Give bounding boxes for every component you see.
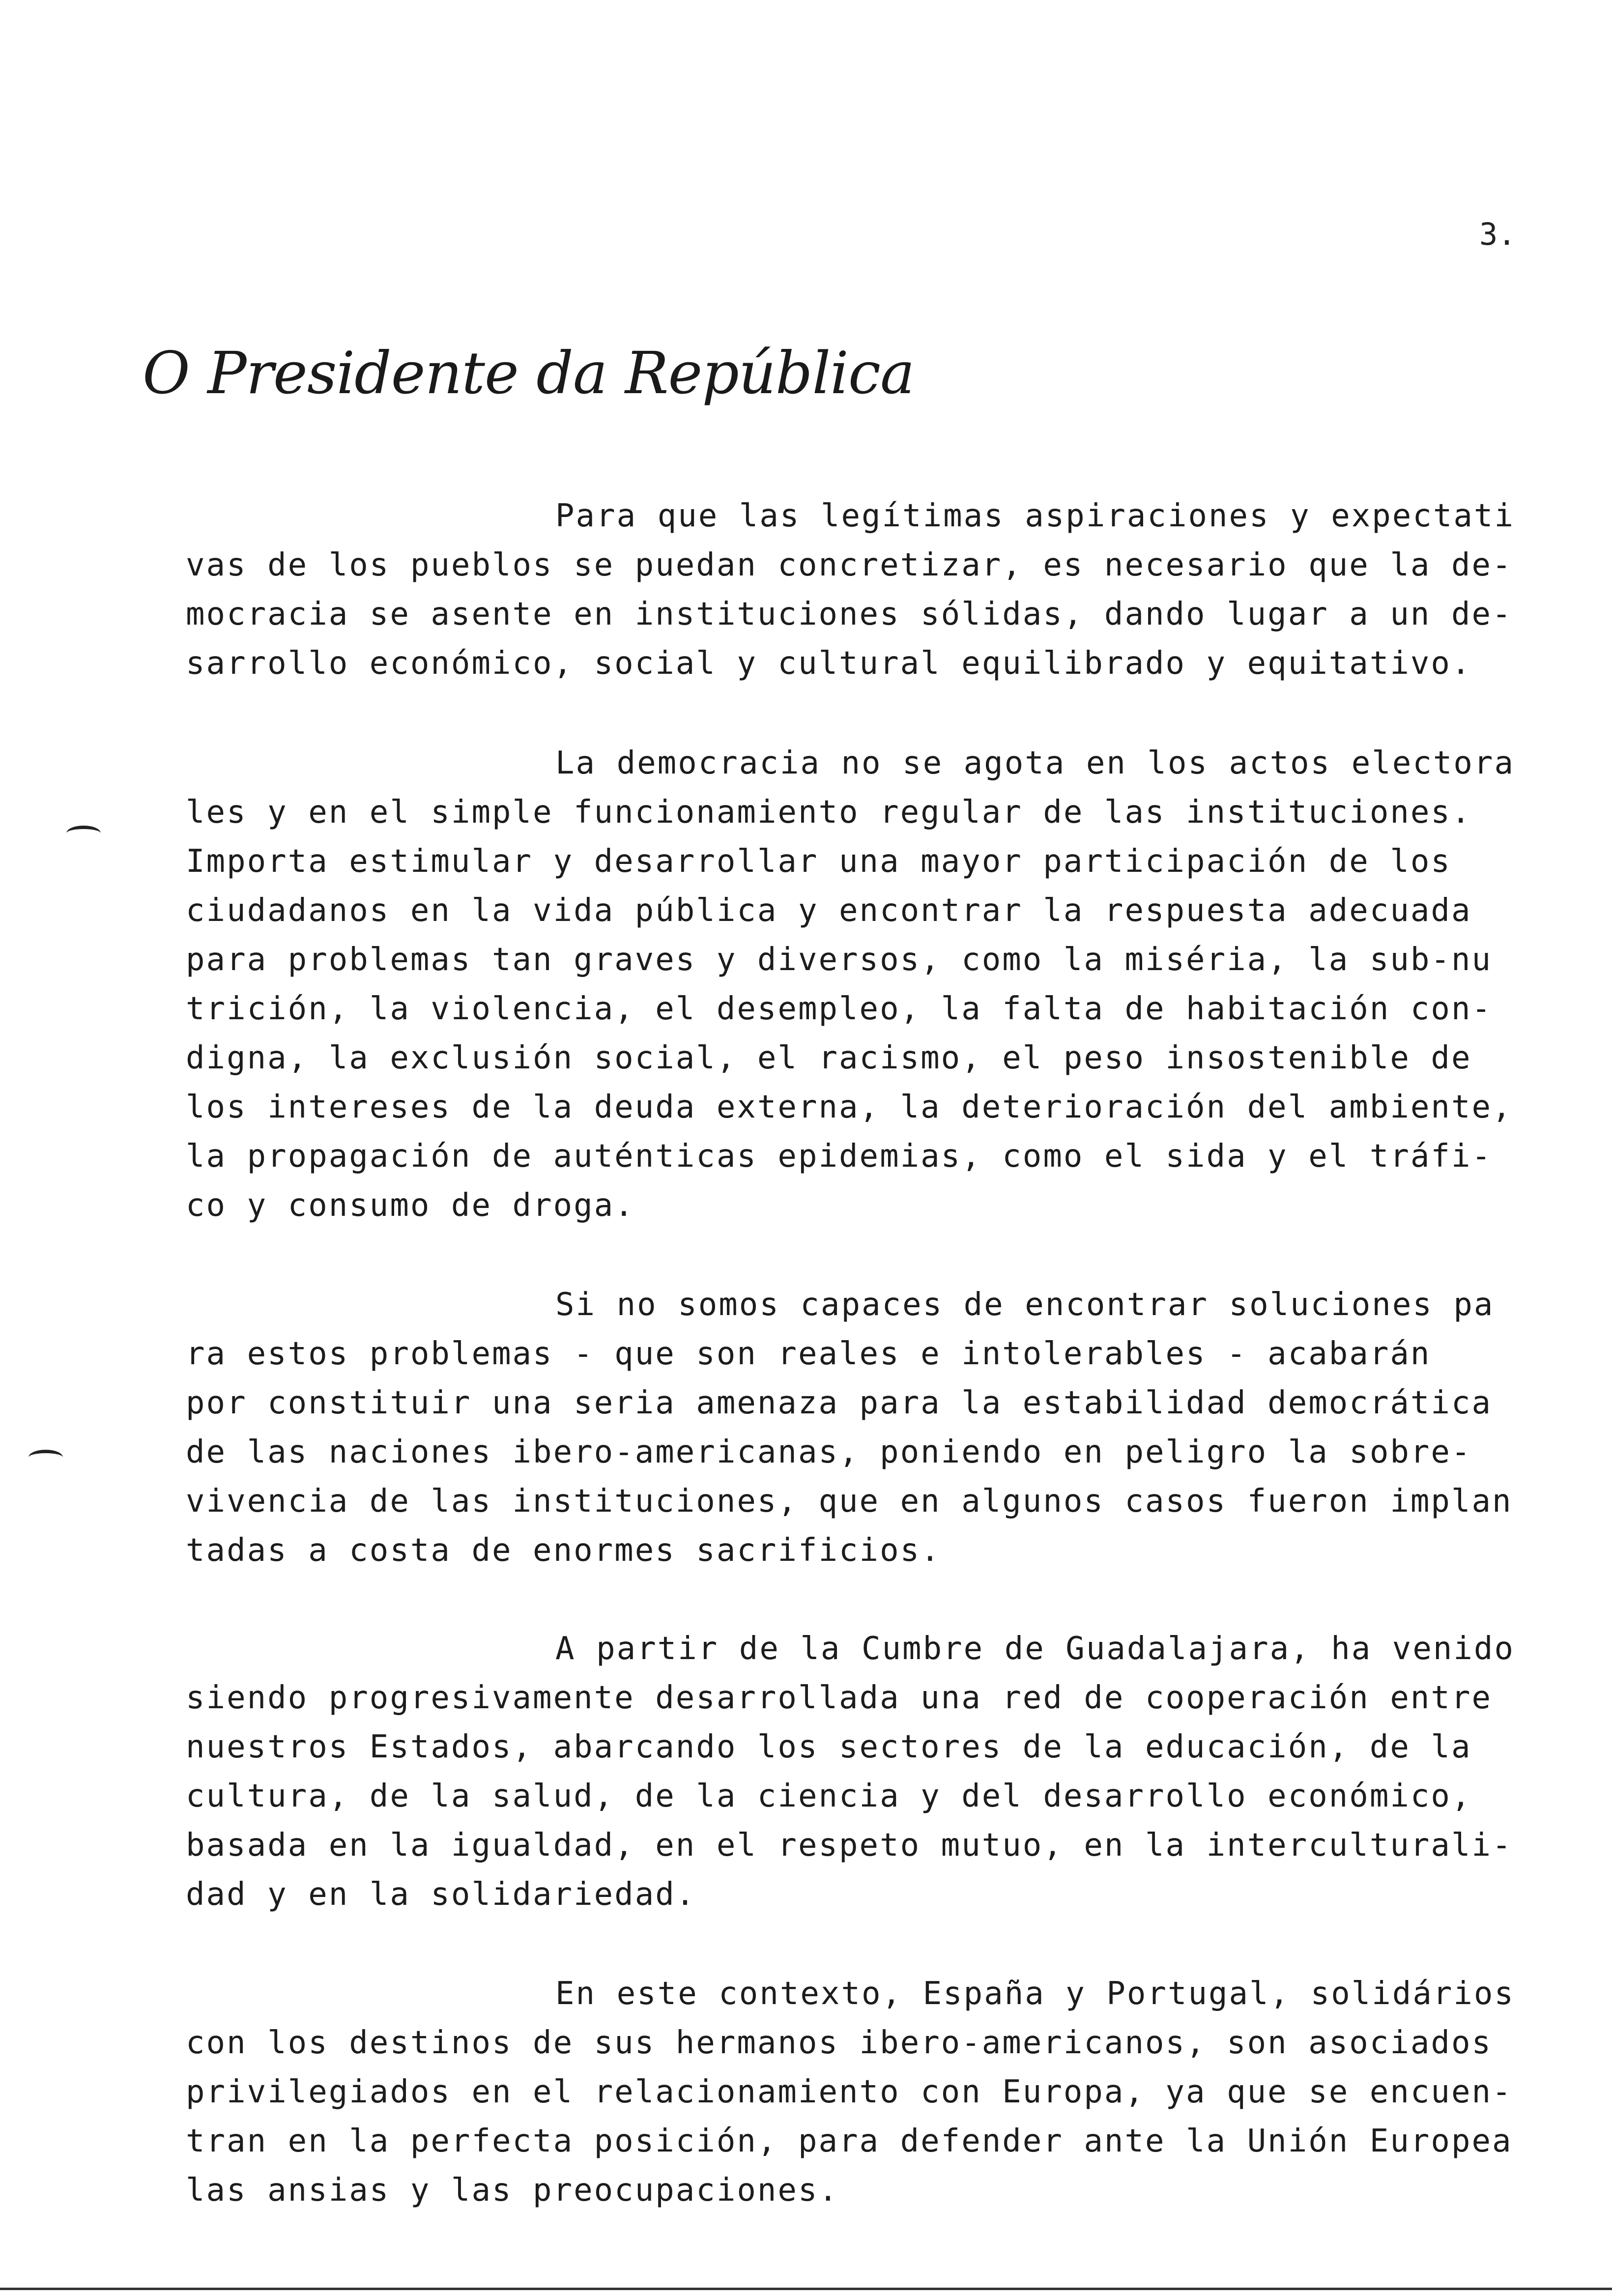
text-line: A partir de la Cumbre de Guadalajara, ha venido (555, 1631, 1515, 1667)
text-line: vivencia de las instituciones, que en algunos casos fueron implan (186, 1483, 1513, 1520)
text-line: mocracia se asente en instituciones sólidas, dando lugar a un de- (186, 596, 1513, 632)
text-line: los intereses de la deuda externa, la deterioración del ambiente, (186, 1089, 1513, 1125)
text-line: nuestros Estados, abarcando los sectores de la educación, de la (186, 1729, 1472, 1765)
paragraph (186, 739, 1513, 1230)
text-line: ra estos problemas - que son reales e intolerables - acabarán (186, 1336, 1431, 1372)
text-line: por constituir una seria amenaza para la estabilidad democrática (186, 1385, 1492, 1421)
text-line: En este contexto, España y Portugal, solidários (555, 1976, 1515, 2012)
letterhead: O Presidente da República (143, 339, 915, 407)
text-line: siendo progresivamente desarrollada una red de cooperación entre (186, 1680, 1492, 1716)
bottom-rule (0, 2288, 1612, 2290)
text-line: con los destinos de sus hermanos ibero-americanos, son asociados (186, 2025, 1492, 2061)
text-line: para problemas tan graves y diversos, como la miséria, la sub-nu (186, 942, 1492, 978)
text-line: vas de los pueblos se puedan concretizar, es necesario que la de- (186, 547, 1513, 583)
text-line: cultura, de la salud, de la ciencia y del desarrollo económico, (186, 1778, 1472, 1814)
page-number: 3. (1479, 216, 1516, 252)
text-line: basada en la igualdad, en el respeto mutuo, en la interculturali- (186, 1827, 1513, 1864)
text-line: La democracia no se agota en los actos electora (555, 745, 1515, 781)
text-line: sarrollo económico, social y cultural equilibrado y equitativo. (186, 645, 1472, 682)
text-line: tadas a costa de enormes sacrificios. (186, 1532, 941, 1569)
text-line: les y en el simple funcionamiento regular de las instituciones. (186, 794, 1472, 831)
paragraph (186, 1969, 1513, 2215)
paragraph (186, 1624, 1513, 1919)
text-line: co y consumo de droga. (186, 1187, 635, 1224)
text-line: Importa estimular y desarrollar una mayor participación de los (186, 843, 1451, 880)
text-line: la propagación de auténticas epidemias, como el sida y el tráfi- (186, 1138, 1492, 1175)
paragraph (186, 1280, 1513, 1575)
text-line: Si no somos capaces de encontrar soluciones pa (555, 1287, 1495, 1323)
text-line: de las naciones ibero-americanas, poniendo en peligro la sobre- (186, 1434, 1472, 1470)
margin-mark (29, 1450, 63, 1465)
paragraph (186, 491, 1513, 688)
margin-mark (66, 826, 101, 841)
text-line: Para que las legítimas aspiraciones y expectati (555, 498, 1515, 534)
text-line: ciudadanos en la vida pública y encontrar la respuesta adecuada (186, 892, 1472, 929)
text-line: privilegiados en el relacionamiento con Europa, ya que se encuen- (186, 2074, 1513, 2110)
text-line: dad y en la solidariedad. (186, 1876, 696, 1913)
text-line: digna, la exclusión social, el racismo, el peso insostenible de (186, 1040, 1472, 1076)
text-line: las ansias y las preocupaciones. (186, 2172, 839, 2209)
text-line: trición, la violencia, el desempleo, la falta de habitación con- (186, 991, 1492, 1027)
text-line: tran en la perfecta posición, para defender ante la Unión Europea (186, 2123, 1513, 2159)
